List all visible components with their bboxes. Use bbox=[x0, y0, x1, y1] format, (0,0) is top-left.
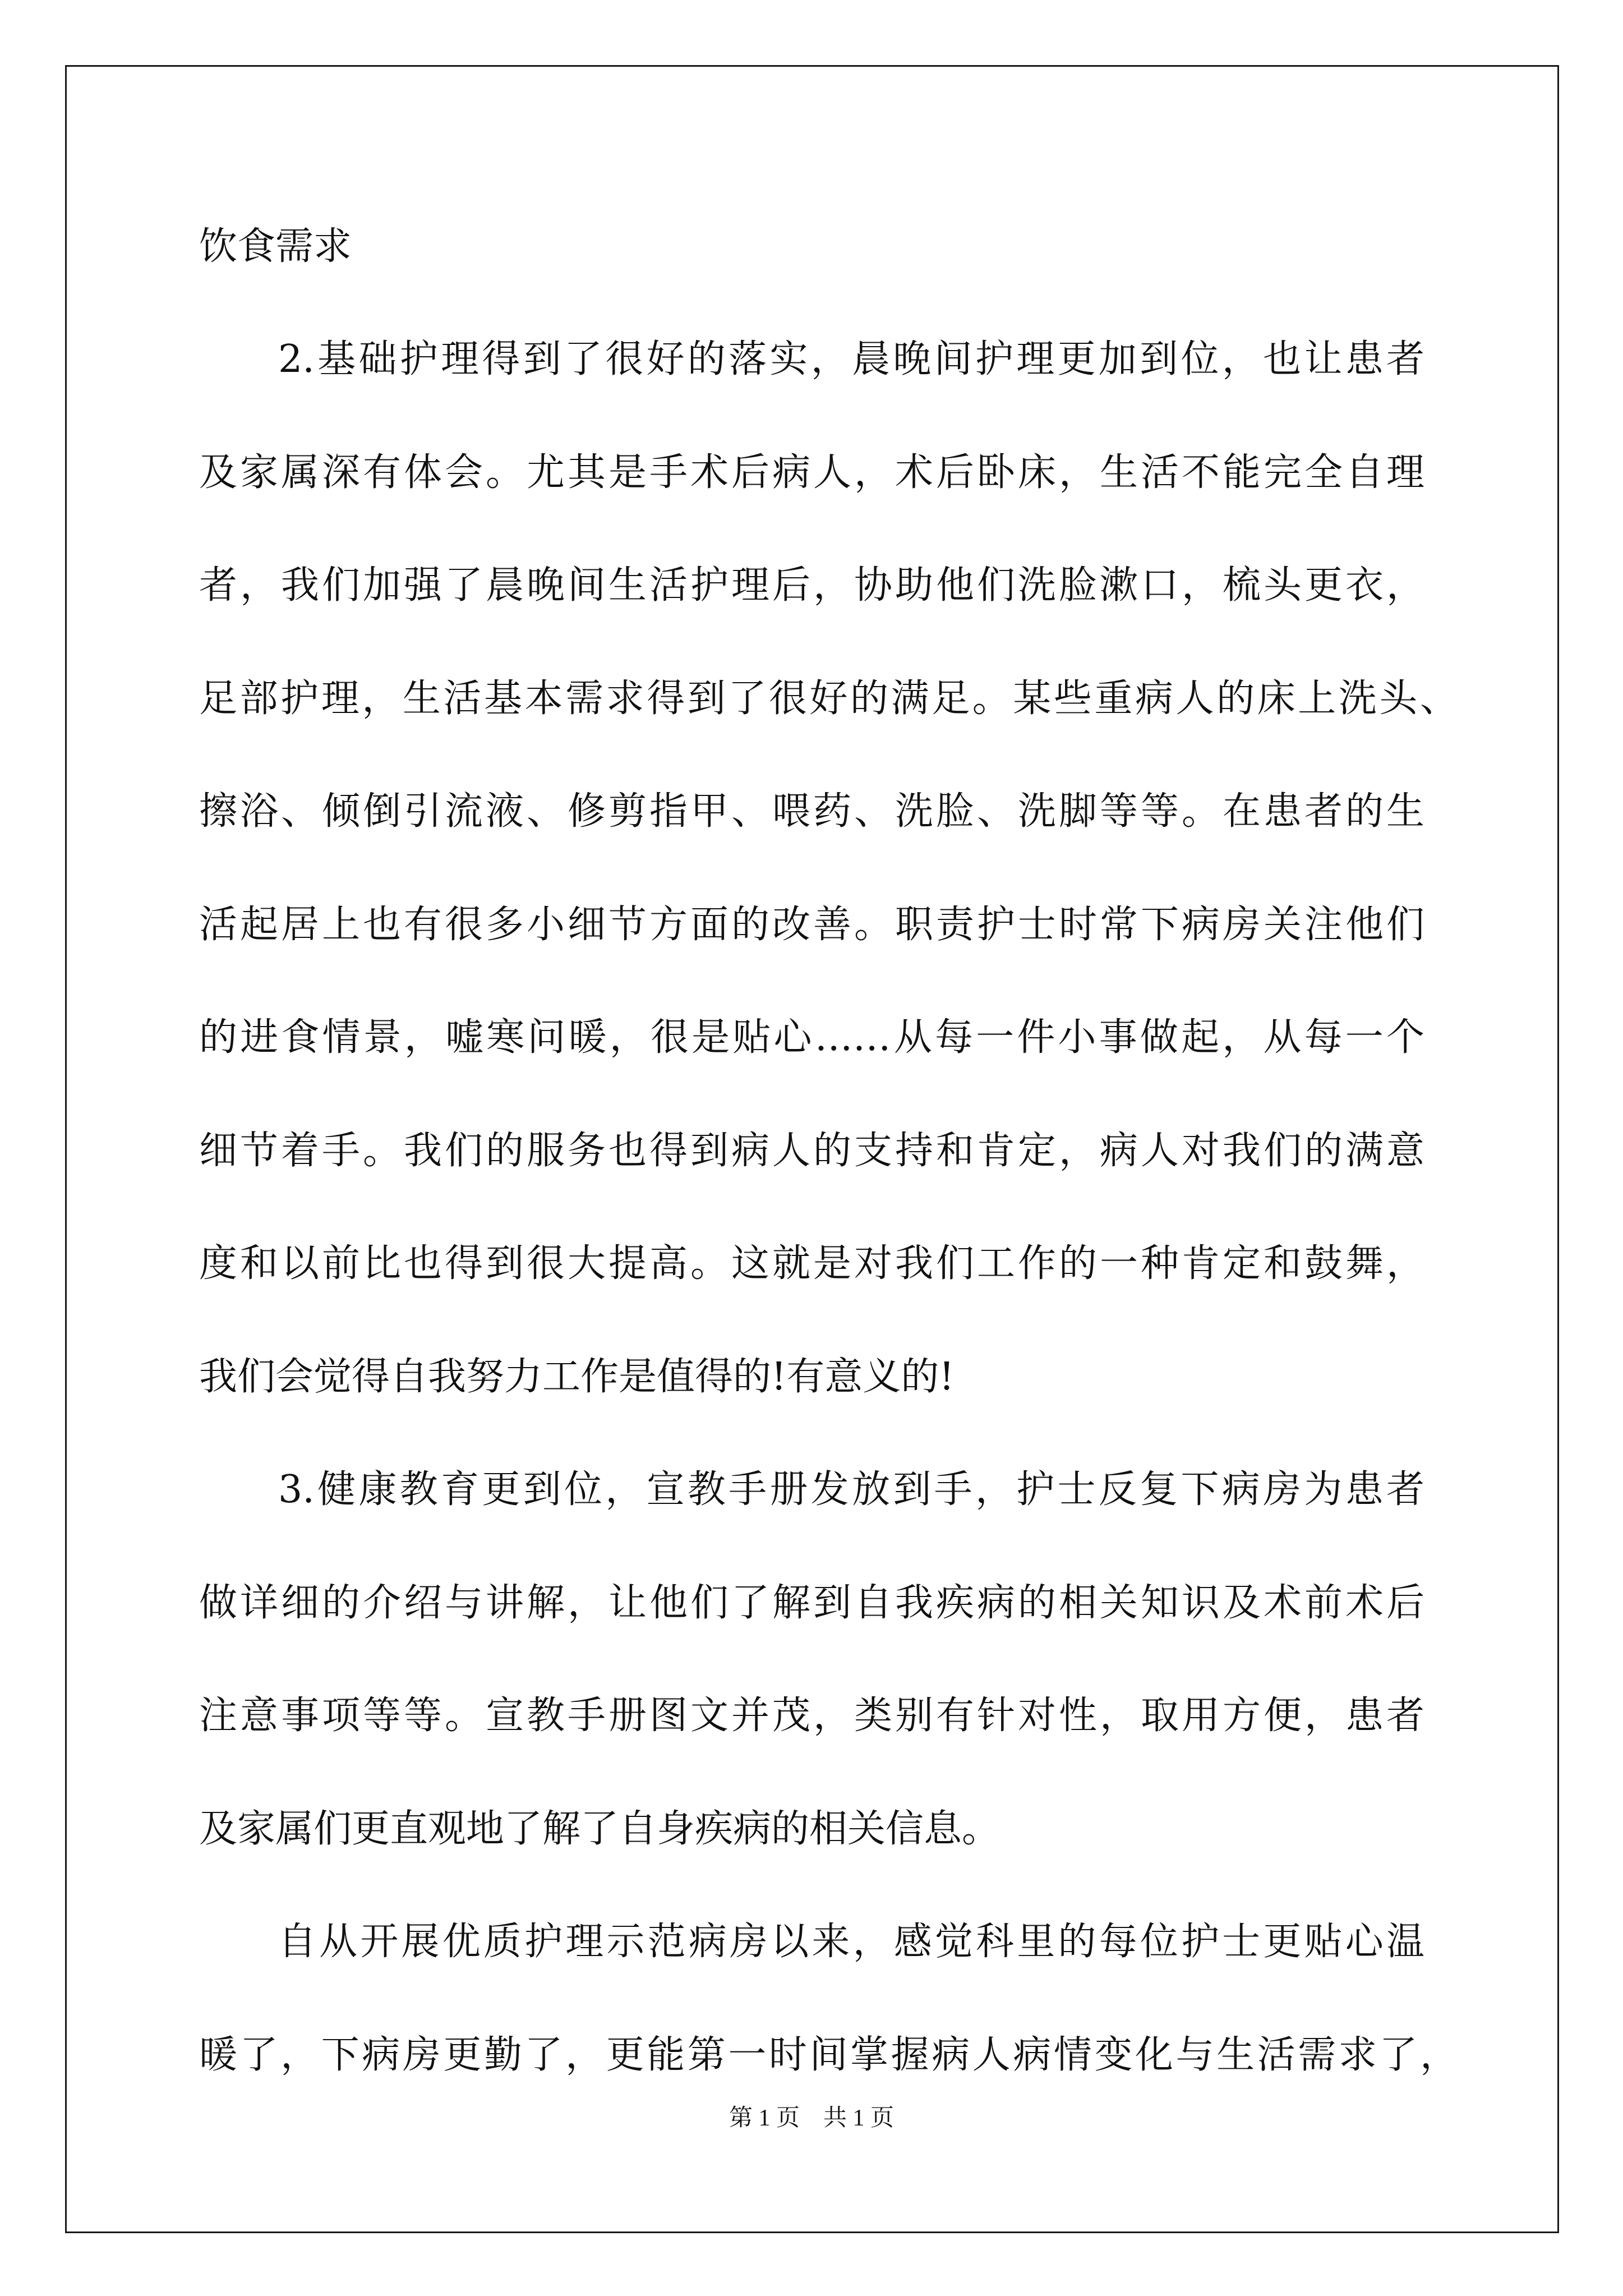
text-line: 2.基础护理得到了很好的落实，晨晚间护理更加到位，也让患者 bbox=[278, 337, 1424, 381]
text-line: 注意事项等等。宣教手册图文并茂，类别有针对性，取用方便，患者 bbox=[199, 1694, 1424, 1738]
text-line: 细节着手。我们的服务也得到病人的支持和肯定，病人对我们的满意 bbox=[199, 1129, 1424, 1173]
text-line: 饮食需求 bbox=[199, 224, 352, 269]
text-line: 者，我们加强了晨晚间生活护理后，协助他们洗脸漱口，梳头更衣， bbox=[199, 563, 1424, 608]
text-line: 暖了，下病房更勤了，更能第一时间掌握病人病情变化与生活需求了， bbox=[199, 2033, 1458, 2077]
text-line: 擦浴、倾倒引流液、修剪指甲、喂药、洗脸、洗脚等等。在患者的生 bbox=[199, 789, 1424, 834]
page-footer: 第 1 页 共 1 页 bbox=[728, 2105, 894, 2131]
text-line: 做详细的介绍与讲解，让他们了解到自我疾病的相关知识及术前术后 bbox=[199, 1581, 1424, 1625]
text-line: 度和以前比也得到很大提高。这就是对我们工作的一种肯定和鼓舞， bbox=[199, 1241, 1424, 1286]
text-line: 活起居上也有很多小细节方面的改善。职责护士时常下病房关注他们 bbox=[199, 903, 1424, 947]
text-line: 及家属深有体会。尤其是手术后病人，术后卧床，生活不能完全自理 bbox=[199, 450, 1424, 495]
text-line: 的进食情景，嘘寒问暖，很是贴心……从每一件小事做起，从每一个 bbox=[199, 1015, 1424, 1060]
text-line: 我们会觉得自我努力工作是值得的!有意义的! bbox=[199, 1355, 955, 1399]
text-line: 足部护理，生活基本需求得到了很好的满足。某些重病人的床上洗头、 bbox=[199, 677, 1458, 721]
text-line: 自从开展优质护理示范病房以来，感觉科里的每位护士更贴心温 bbox=[278, 1920, 1424, 1964]
text-line: 及家属们更直观地了解了自身疾病的相关信息。 bbox=[199, 1807, 1000, 1851]
text-line: 3.健康教育更到位，宣教手册发放到手，护士反复下病房为患者 bbox=[278, 1467, 1424, 1512]
